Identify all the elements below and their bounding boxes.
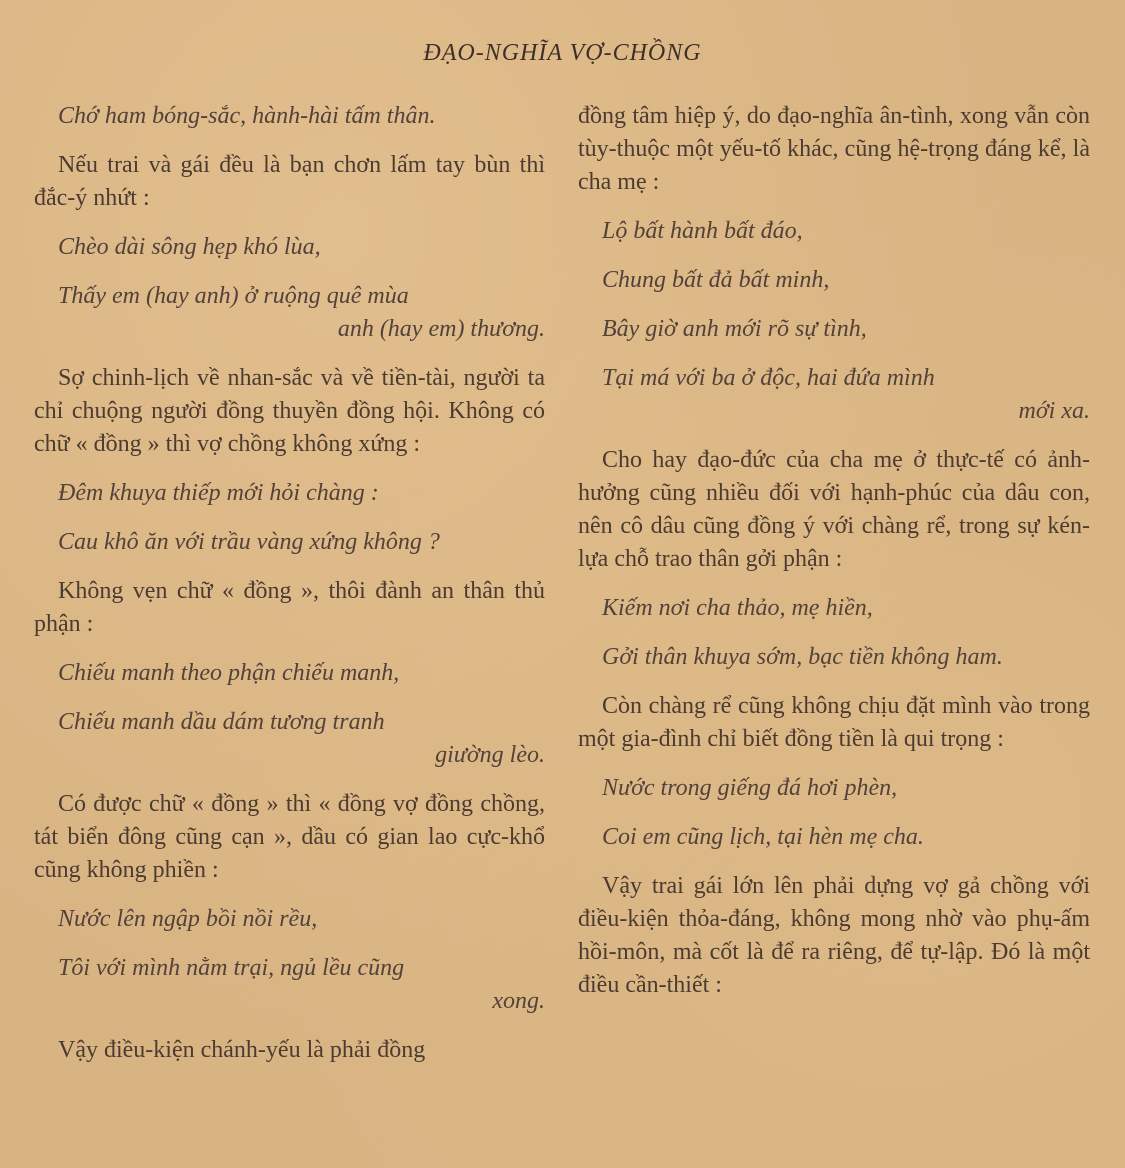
verse-line: Cau khô ăn với trầu vàng xứng không ? [58,529,440,555]
verse-text: Thấy em (hay anh) ở ruộng quê mùa [58,283,409,309]
verse-line [578,362,1090,428]
paragraph: Nếu trai và gái đều là bạn chơn lấm tay bùn thì đắc-ý nhứt : [34,152,545,211]
paragraph: Cho hay đạo-đức của cha mẹ ở thực-tế có ảnh-hưởng cũng nhiều đối với hạnh-phúc của dâu con, nên cô dâu cũng đồng ý với chàng rể, trong sự kén-lựa chỗ trao thân gởi phận : [578,447,1090,572]
verse-continuation: anh (hay em) thương. [337,316,545,342]
verse-line: Chèo dài sông hẹp khó lùa, [58,234,321,260]
verse-line: Chớ ham bóng-sắc, hành-hài tấm thân. [58,103,436,129]
verse-line: Kiếm nơi cha thảo, mẹ hiền, [602,595,873,621]
paragraph: Sợ chinh-lịch về nhan-sắc và về tiền-tài, người ta chỉ chuộng người đồng thuyền đồng hội. Không có chữ « đồng » thì vợ chồng không xứng : [34,365,545,457]
page-header: ĐẠO-NGHĨA VỢ-CHỒNG [423,40,702,66]
verse-line: Bây giờ anh mới rõ sự tình, [602,316,867,342]
verse-line: Chiếu manh theo phận chiếu manh, [58,660,400,686]
paragraph: Vậy trai gái lớn lên phải dựng vợ gả chồng với điều-kiện thỏa-đáng, không mong nhờ vào phụ-ấm hồi-môn, mà cốt là để ra riêng, để tự-lập. Đó là một điều cần-thiết : [578,873,1090,998]
verse-text: Tại má với ba ở độc, hai đứa mình [602,365,935,391]
verse-continuation: giường lèo. [435,742,545,768]
verse-continuation: xong. [492,988,545,1014]
verse-line: Lộ bất hành bất đáo, [602,218,803,244]
paragraph: Có được chữ « đồng » thì « đồng vợ đồng chồng, tát biển đông cũng cạn », dầu có gian lao cực-khổ cũng không phiền : [34,791,545,883]
verse-text: Chiếu manh dầu dám tương tranh [58,709,385,735]
verse-line: Nước trong giếng đá hơi phèn, [602,775,898,801]
verse-line [34,952,545,1018]
verse-line: Đêm khuya thiếp mới hỏi chàng : [58,480,379,506]
verse-line: Gởi thân khuya sớm, bạc tiền không ham. [602,644,1003,670]
verse-line: Coi em cũng lịch, tại hèn mẹ cha. [602,824,924,850]
verse-line: Chung bất đả bất minh, [602,267,830,293]
left-column [34,100,545,1083]
paragraph: Không vẹn chữ « đồng », thôi đành an thân thủ phận : [34,578,545,637]
paragraph: đồng tâm hiệp ý, do đạo-nghĩa ân-tình, xong vẫn còn tùy-thuộc một yếu-tố khác, cũng hệ-trọng đáng kể, là cha mẹ : [578,103,1090,195]
right-column [578,100,1090,1018]
verse-line [34,706,545,772]
paragraph: Vậy điều-kiện chánh-yếu là phải đồng [58,1037,426,1063]
verse-text: Tôi với mình nằm trại, ngủ lều cũng [58,955,405,981]
paragraph: Còn chàng rể cũng không chịu đặt mình vào trong một gia-đình chỉ biết đồng tiền là qui trọng : [578,693,1090,752]
verse-line: Nước lên ngập bồi nồi rều, [58,906,318,932]
verse-line [34,280,545,346]
verse-continuation: mới xa. [1018,398,1090,424]
